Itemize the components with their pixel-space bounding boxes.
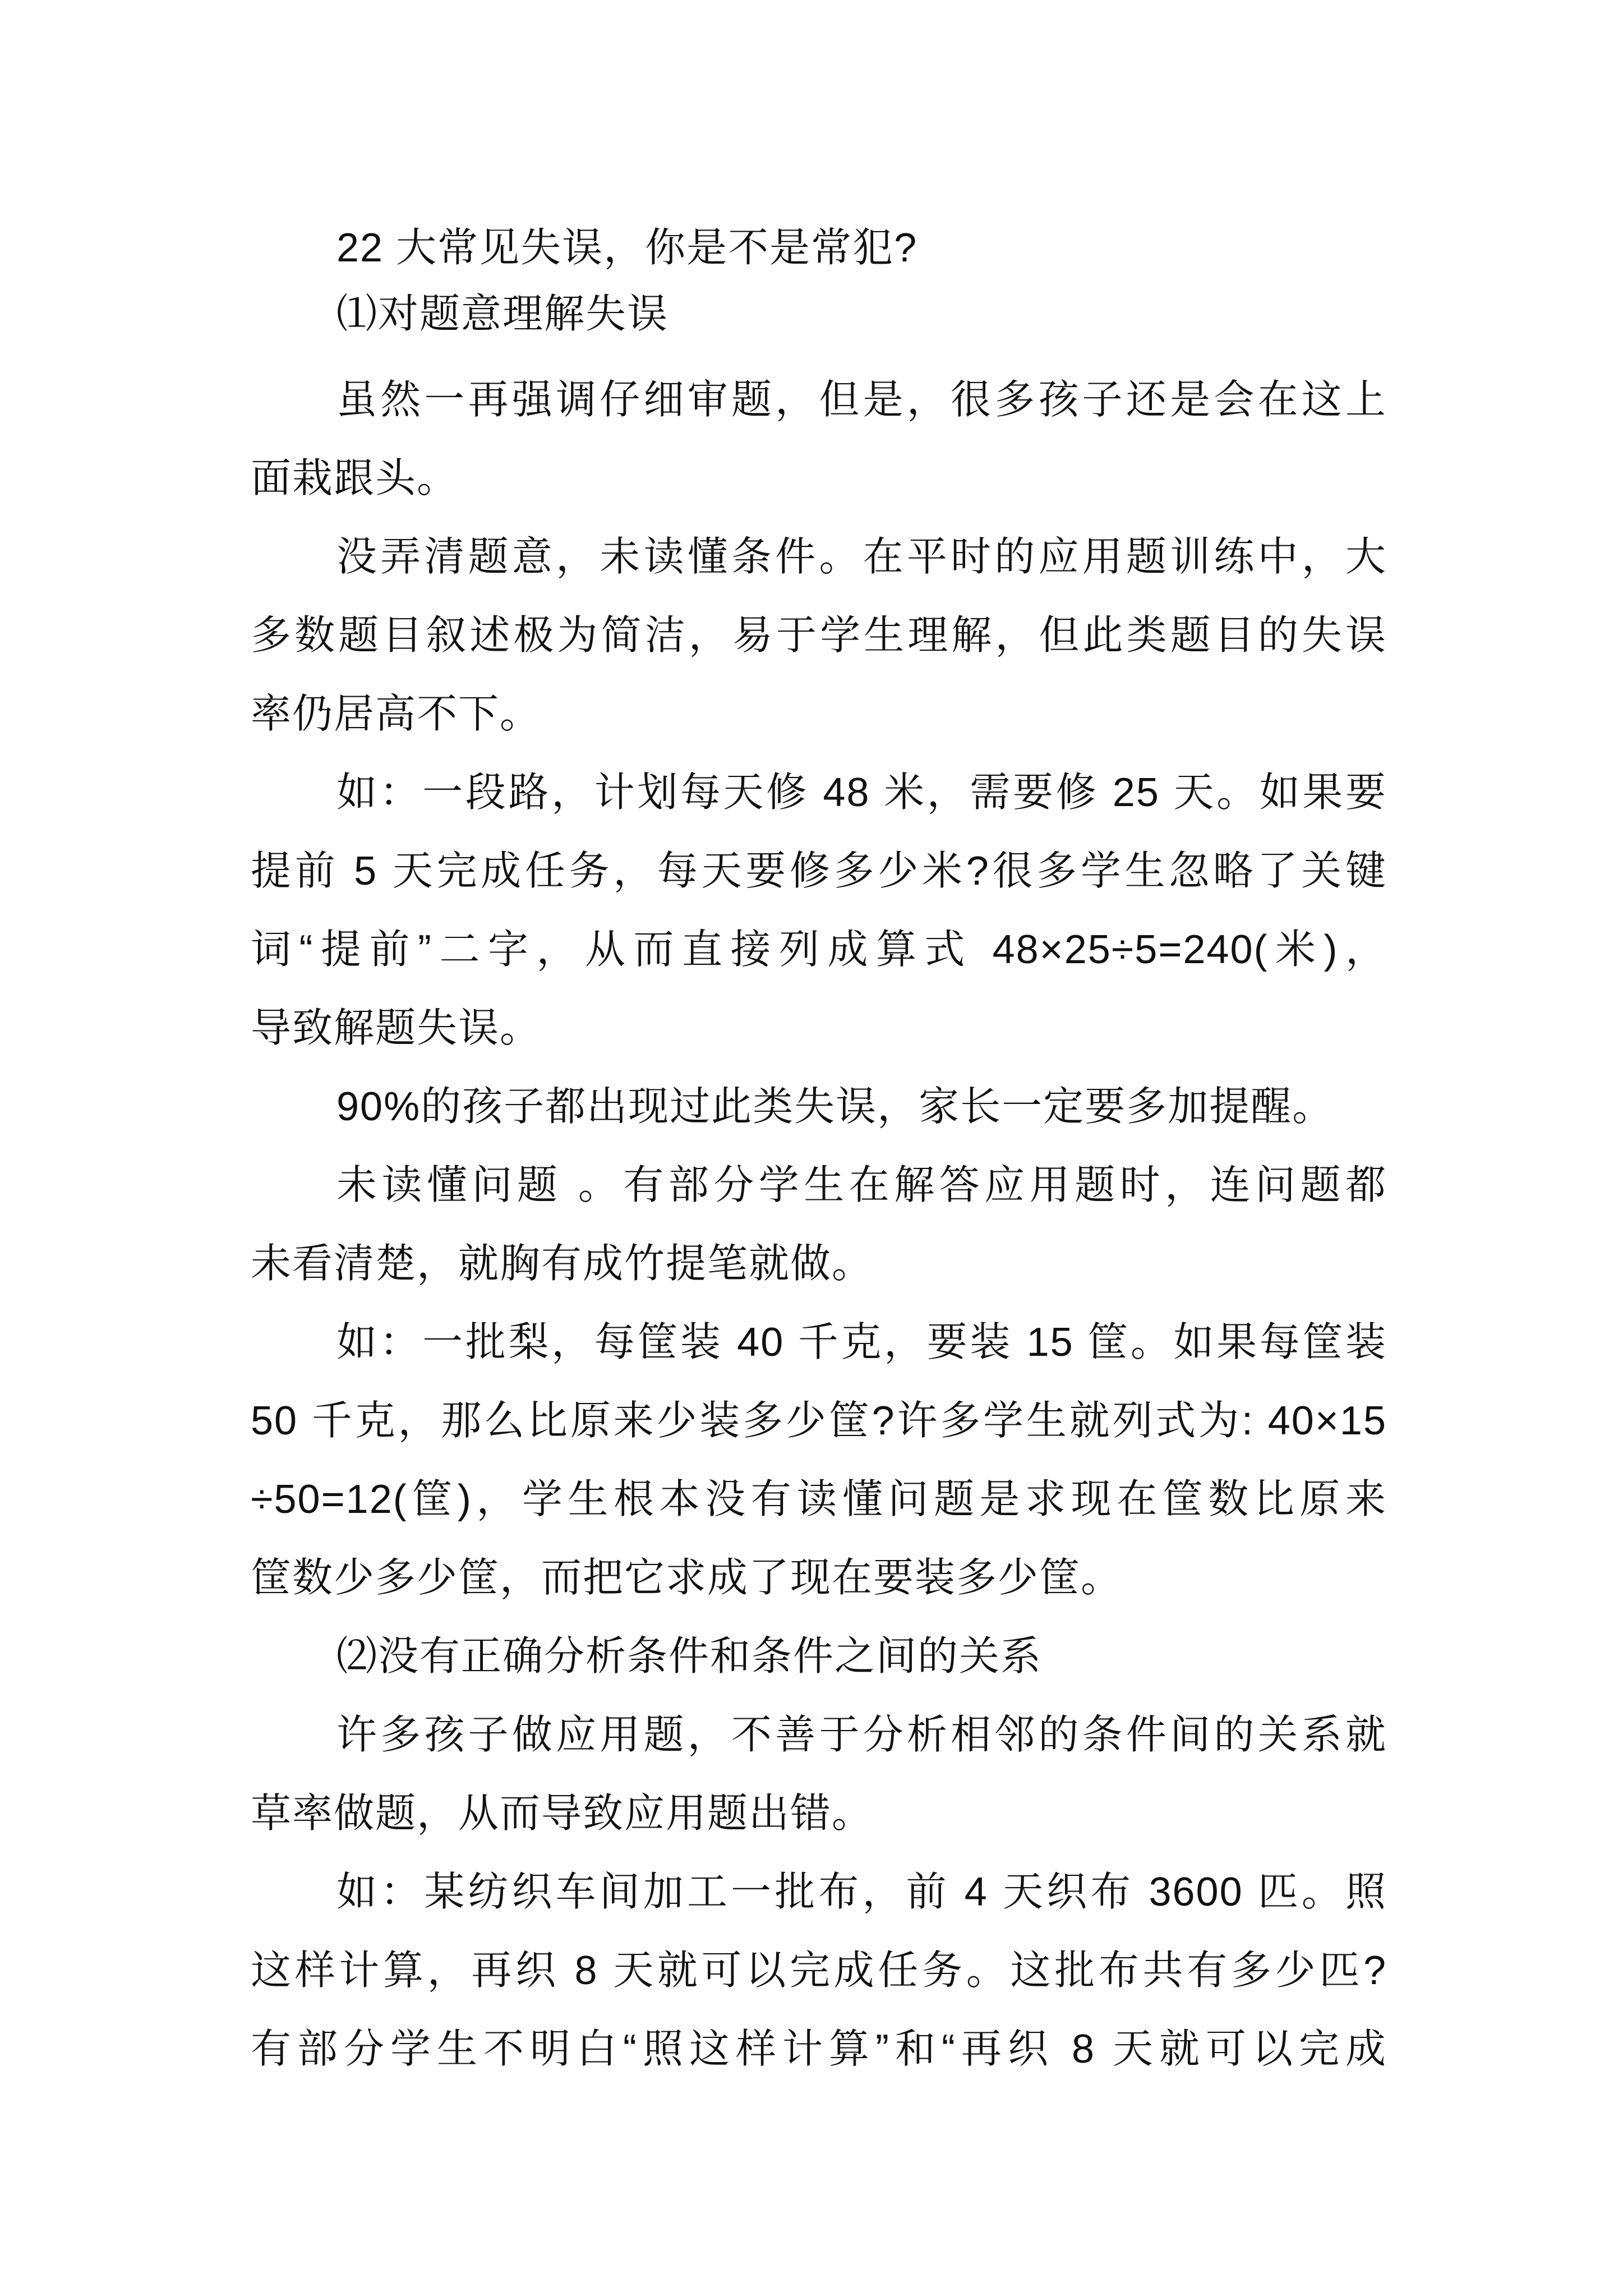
page-heading: 22 大常见失误，你是不是常犯? <box>336 226 918 270</box>
paragraph-line: 虽然一再强调仔细审题，但是，很多孩子还是会在这上 <box>336 378 1387 422</box>
page-heading-paragraph <box>251 215 1387 281</box>
paragraph <box>251 1068 1387 1146</box>
paragraph-line: 率仍居高不下。 <box>251 692 542 737</box>
paragraph-line: 如：一批梨，每筐装 40 千克，要装 15 筐。如果每筐装 <box>336 1320 1387 1365</box>
paragraph-line: 草率做题，从而导致应用题出错。 <box>251 1791 874 1836</box>
paragraph-line: 导致解题失误。 <box>251 1006 542 1051</box>
paragraph-line: 面栽跟头。 <box>251 456 459 501</box>
paragraph <box>251 1696 1387 1853</box>
document-body <box>251 215 1387 2088</box>
paragraph-line: 许多孩子做应用题，不善于分析相邻的条件间的关系就 <box>336 1713 1387 1757</box>
paragraph-line: 如：某纺织车间加工一批布，前 4 天织布 3600 匹。照 <box>336 1870 1387 1915</box>
paragraph-line: 90%的孩子都出现过此类失误，家长一定要多加提醒。 <box>336 1084 1334 1129</box>
paragraph-line: 多数题目叙述极为简洁，易于学生理解，但此类题目的失误 <box>251 613 1387 658</box>
paragraph <box>251 753 1387 1068</box>
paragraph-line: 提前 5 天完成任务，每天要修多少米?很多学生忽略了关键 <box>251 849 1387 894</box>
section-heading-2: ⑵没有正确分析条件和条件之间的关系 <box>336 1634 1043 1679</box>
section-heading-1: ⑴对题意理解失误 <box>336 292 669 337</box>
paragraph <box>251 1303 1387 1617</box>
paragraph <box>251 518 1387 753</box>
paragraph-line: 如：一段路，计划每天修 48 米，需要修 25 天。如果要 <box>336 770 1387 815</box>
paragraph <box>251 361 1387 518</box>
section-heading-paragraph <box>251 1617 1387 1696</box>
paragraph-line: 未读懂问题 。有部分学生在解答应用题时，连问题都 <box>336 1163 1387 1208</box>
paragraph-line: 词“提前”二字，从而直接列成算式 48×25÷5=240(米)， <box>251 927 1387 972</box>
paragraph-line: 50 千克，那么比原来少装多少筐?许多学生就列式为: 40×15 <box>251 1398 1387 1443</box>
paragraph-line: ÷50=12(筐)，学生根本没有读懂问题是求现在筐数比原来 <box>251 1477 1387 1522</box>
paragraph-line: 未看清楚，就胸有成竹提笔就做。 <box>251 1241 874 1286</box>
paragraph-line: 没弄清题意，未读懂条件。在平时的应用题训练中，大 <box>336 535 1387 579</box>
paragraph-line: 有部分学生不明白“照这样计算”和“再织 8 天就可以完成 <box>251 2027 1387 2072</box>
paragraph <box>251 1853 1387 2088</box>
paragraph-line: 这样计算，再织 8 天就可以完成任务。这批布共有多少匹? <box>251 1948 1387 1993</box>
paragraph <box>251 1146 1387 1303</box>
paragraph-line: 筐数少多少筐，而把它求成了现在要装多少筐。 <box>251 1556 1123 1600</box>
section-heading-paragraph <box>251 281 1387 347</box>
